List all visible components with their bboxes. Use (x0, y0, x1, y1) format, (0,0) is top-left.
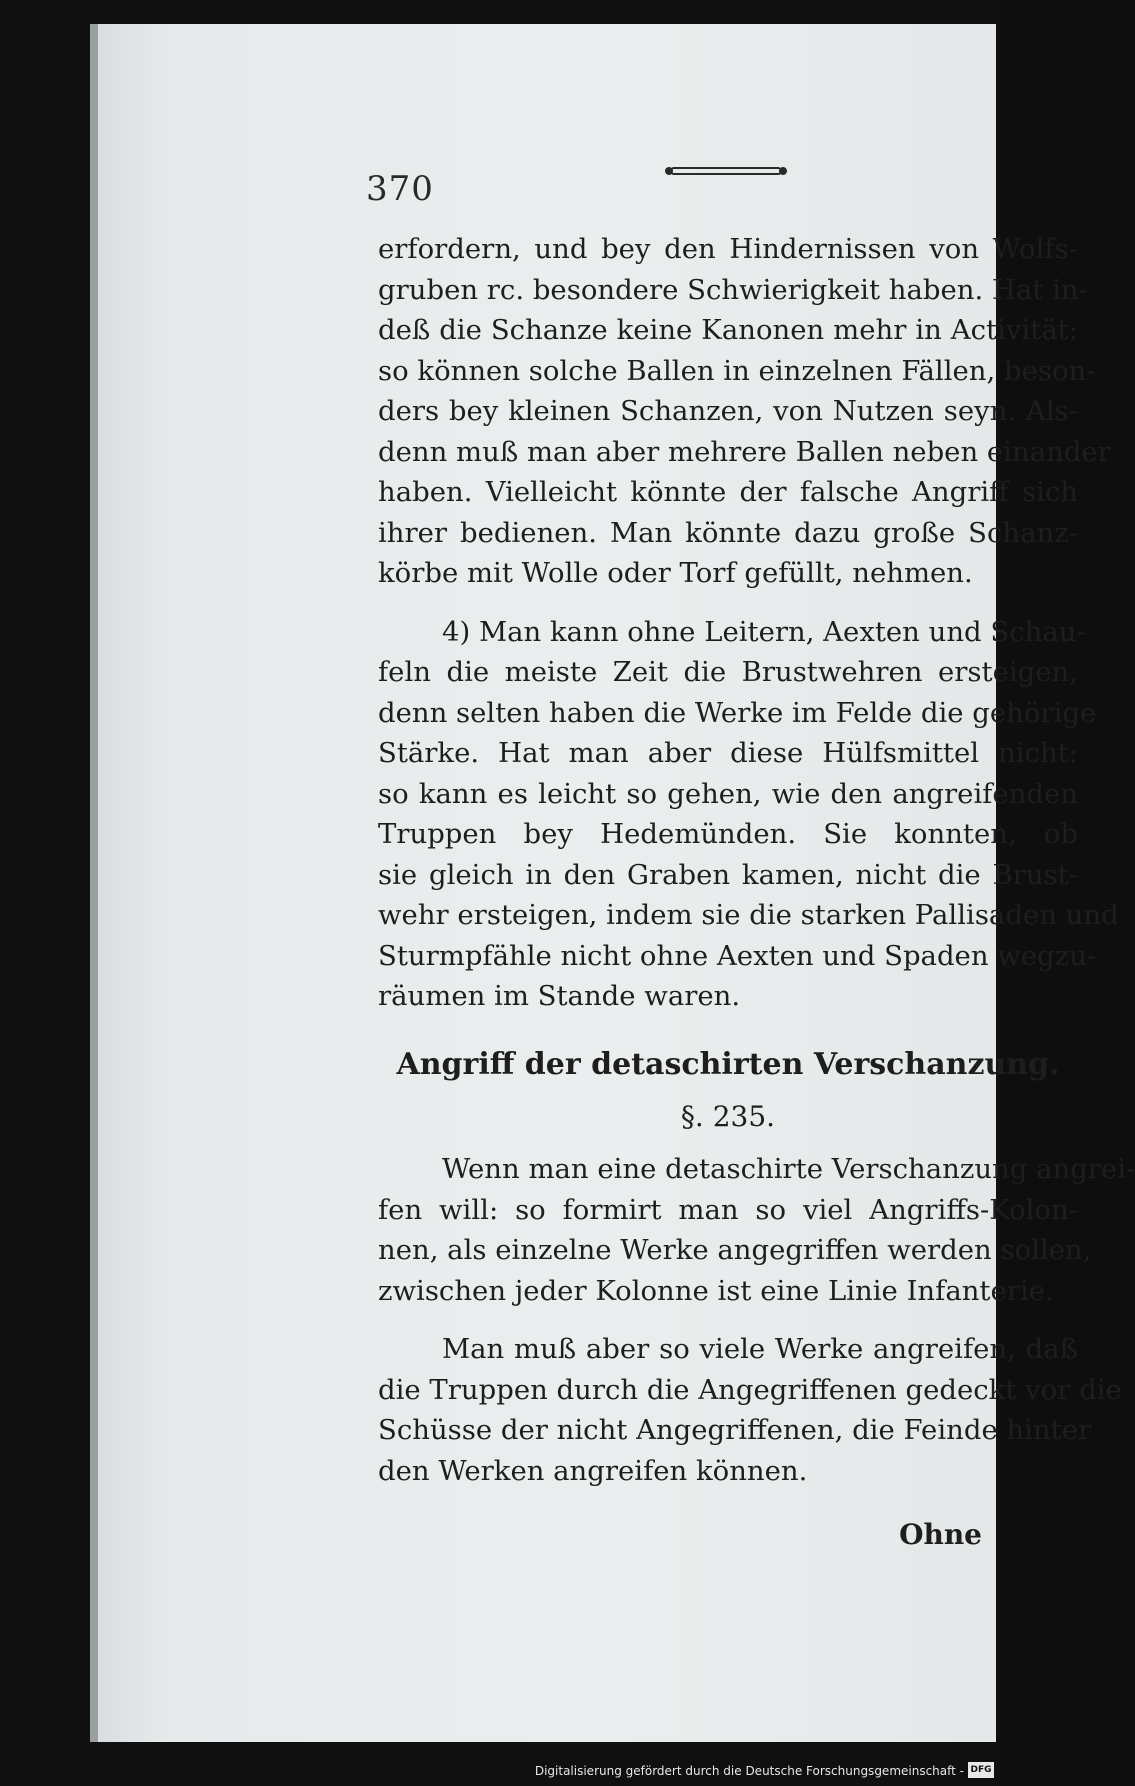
text-line: deß die Schanze keine Kanonen mehr in Activität: (378, 314, 1078, 346)
text-line: denn muß man aber mehrere Ballen neben einander (378, 435, 1111, 468)
paragraph-4 (378, 1329, 1122, 1491)
text-line: so können solche Ballen in einzelnen Fällen, beson- (378, 354, 1096, 387)
catchword: Ohne (899, 1518, 982, 1551)
text-line: fen will: so formirt man so viel Angriffs-Kolon- (378, 1193, 1078, 1226)
text-line: Truppen bey Hedemünden. Sie konnten, ob (378, 818, 1078, 850)
text-line: zwischen jeder Kolonne ist eine Linie Infanterie. (378, 1274, 1054, 1307)
text-line: gruben rc. besondere Schwierigkeit haben. Hat in- (378, 273, 1088, 306)
text-line: nen, als einzelne Werke angegriffen werden sollen, (378, 1234, 1092, 1266)
text-line: erfordern, und bey den Hindernissen von Wolfs- (378, 233, 1078, 265)
text-line: räumen im Stande waren. (378, 980, 741, 1012)
text-line: die Truppen durch die Angegriffenen gedeckt vor die (378, 1373, 1122, 1406)
text-line: Schüsse der nicht Angegriffenen, die Feinde hinter (378, 1414, 1092, 1446)
page-number: 370 (366, 169, 434, 209)
digitization-credit: Digitalisierung gefördert durch die Deutsche Forschungsgemeinschaft - (534, 1764, 964, 1778)
dfg-logo: DFG (968, 1762, 994, 1778)
paragraph-1 (378, 229, 1111, 594)
text-line: Man muß aber so viele Werke angreifen, daß (442, 1333, 1078, 1365)
body-text (378, 229, 1135, 1491)
text-line: den Werken angreifen können. (378, 1454, 808, 1487)
text-line: wehr ersteigen, indem sie die starken Pallisaden und (378, 899, 1119, 931)
text-line: feln die meiste Zeit die Brustwehren ersteigen, (378, 656, 1078, 688)
text-line: denn selten haben die Werke im Felde die gehörige (378, 696, 1097, 729)
text-line: Wenn man eine detaschirte Verschanzung angrei- (442, 1153, 1135, 1185)
book-page (90, 24, 1135, 1742)
text-line: Sturmpfähle nicht ohne Aexten und Spaden wegzu- (378, 939, 1097, 972)
text-line: 4) Man kann ohne Leitern, Aexten und Schau- (442, 615, 1086, 648)
paragraph-2 (378, 612, 1119, 1017)
text-line: körbe mit Wolle oder Torf gefüllt, nehmen. (378, 557, 973, 589)
section-heading: Angriff der detaschirten Verschanzung. (396, 1046, 1060, 1082)
text-line: ders bey kleinen Schanzen, von Nutzen seyn. Als- (378, 395, 1078, 427)
text-line: Stärke. Hat man aber diese Hülfsmittel nicht: (378, 737, 1078, 769)
text-line: sie gleich in den Graben kamen, nicht die Brust- (378, 858, 1078, 891)
text-line: haben. Vielleicht könnte der falsche Angriff sich (378, 476, 1078, 508)
section-number: §. 235. (680, 1099, 776, 1133)
text-line: ihrer bedienen. Man könnte dazu große Schanz- (378, 516, 1078, 549)
paragraph-3 (378, 1149, 1135, 1311)
header-ornament (663, 163, 789, 179)
text-line: so kann es leicht so gehen, wie den angreifenden (378, 777, 1078, 810)
